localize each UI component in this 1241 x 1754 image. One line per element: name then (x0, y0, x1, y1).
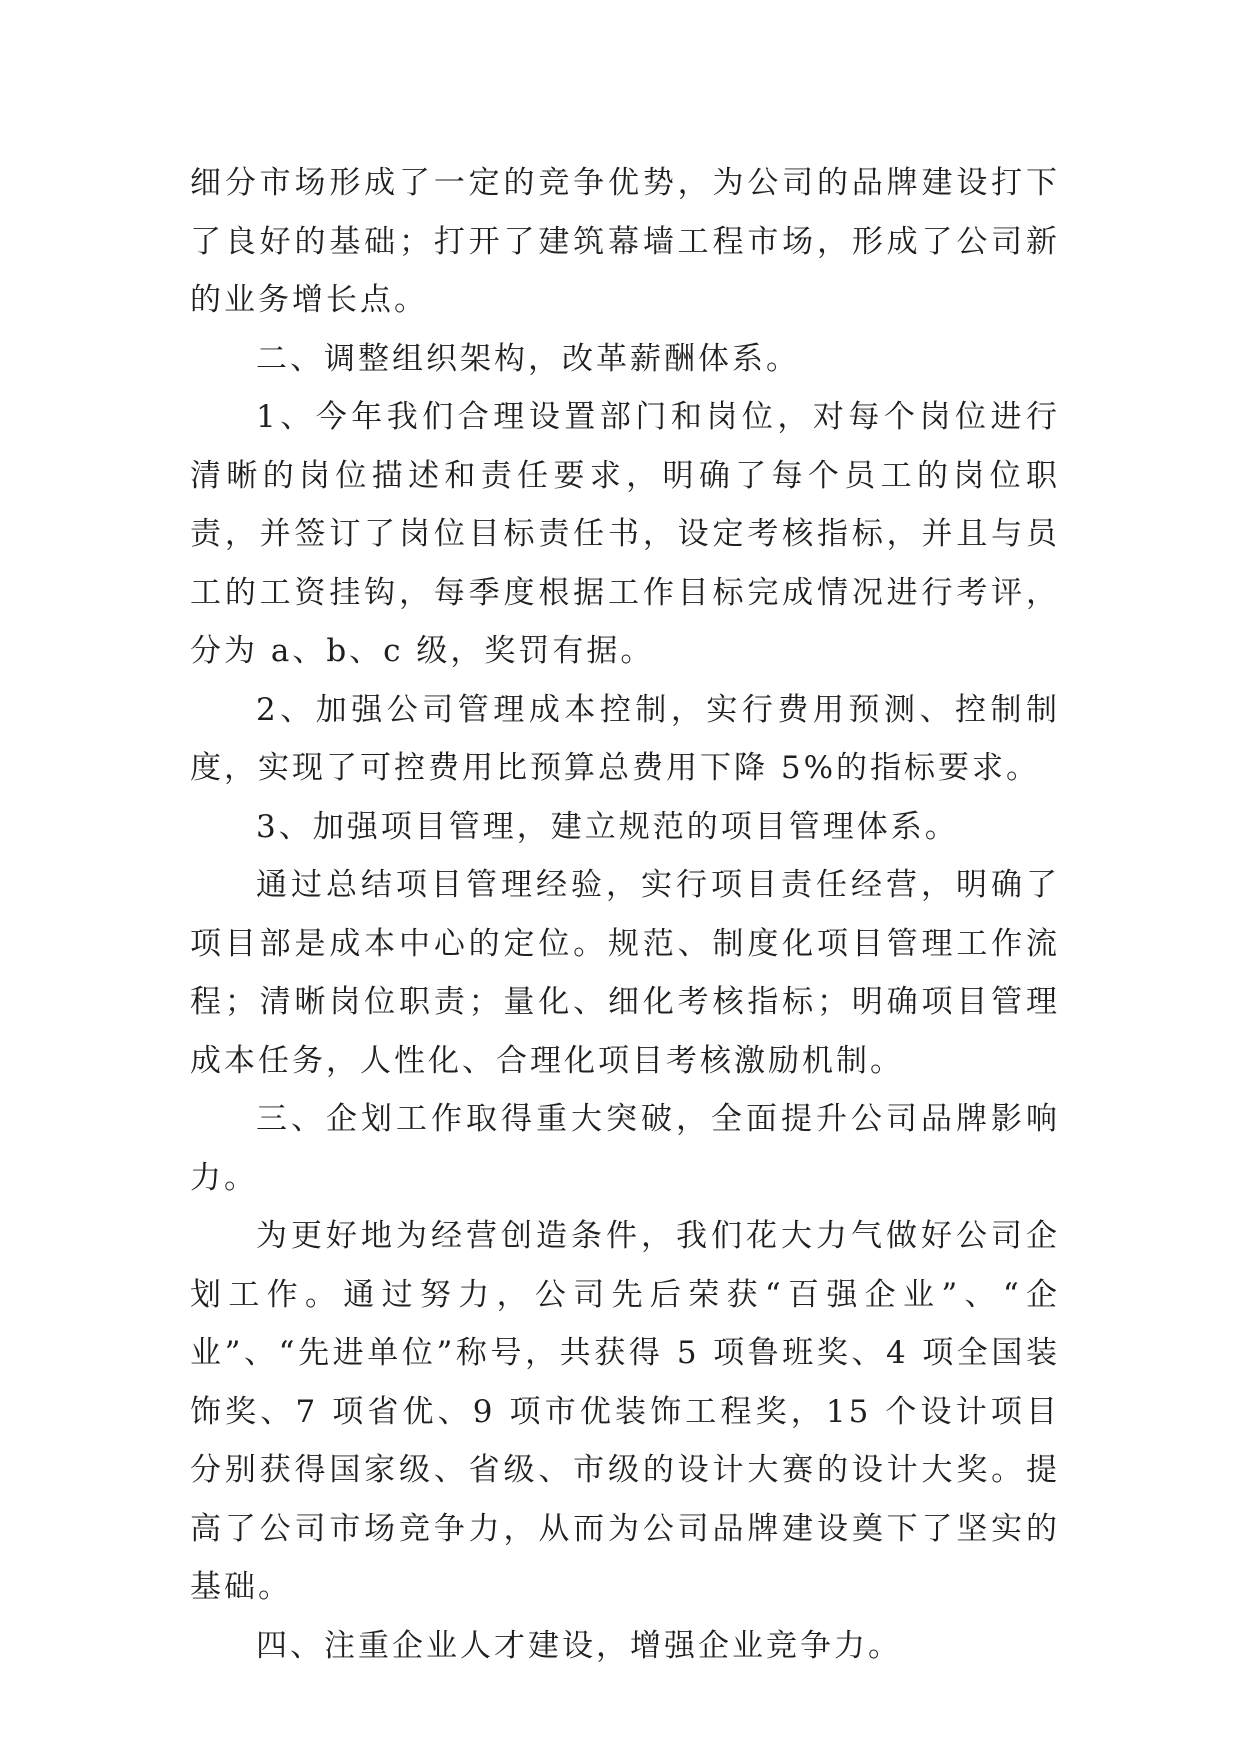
paragraph-1: 细分市场形成了一定的竞争优势，为公司的品牌建设打下了良好的基础；打开了建筑幕墙工程市场，形成了公司新的业务增长点。 (190, 165, 1060, 318)
section-heading-3: 三、企划工作取得重大突破，全面提升公司品牌影响力。 (190, 1101, 1060, 1196)
paragraph-planning-work: 为更好地为经营创造条件，我们花大力气做好公司企划工作。通过努力，公司先后荣获“百强企业”、“企业”、“先进单位”称号，共获得 5 项鲁班奖、4 项全国装饰奖、7 项省优、9 项市优装饰工程奖，15 个设计项目分别获得国家级、省级、市级的设计大赛的设计大奖。提高了公司市场竞争力，从而为公司品牌建设奠下了坚实的基础。 (190, 1218, 1060, 1605)
section-heading-2: 二、调整组织架构，改革薪酬体系。 (256, 340, 800, 377)
paragraph-item-1: 1、今年我们合理设置部门和岗位，对每个岗位进行清晰的岗位描述和责任要求，明确了每个员工的岗位职责，并签订了岗位目标责任书，设定考核指标，并且与员工的工资挂钩，每季度根据工作目标完成情况进行考评，分为 a、b、c 级，奖罚有据。 (190, 399, 1060, 669)
paragraph-item-2: 2、加强公司管理成本控制，实行费用预测、控制制度，实现了可控费用比预算总费用下降 5%的指标要求。 (190, 691, 1060, 786)
section-heading-4: 四、注重企业人才建设，增强企业竞争力。 (256, 1627, 902, 1664)
paragraph-project-management: 通过总结项目管理经验，实行项目责任经营，明确了项目部是成本中心的定位。规范、制度化项目管理工作流程；清晰岗位职责；量化、细化考核指标；明确项目管理成本任务，人性化、合理化项目考核激励机制。 (190, 867, 1060, 1079)
paragraph-item-3: 3、加强项目管理，建立规范的项目管理体系。 (256, 808, 959, 845)
document-body (190, 154, 1060, 1675)
